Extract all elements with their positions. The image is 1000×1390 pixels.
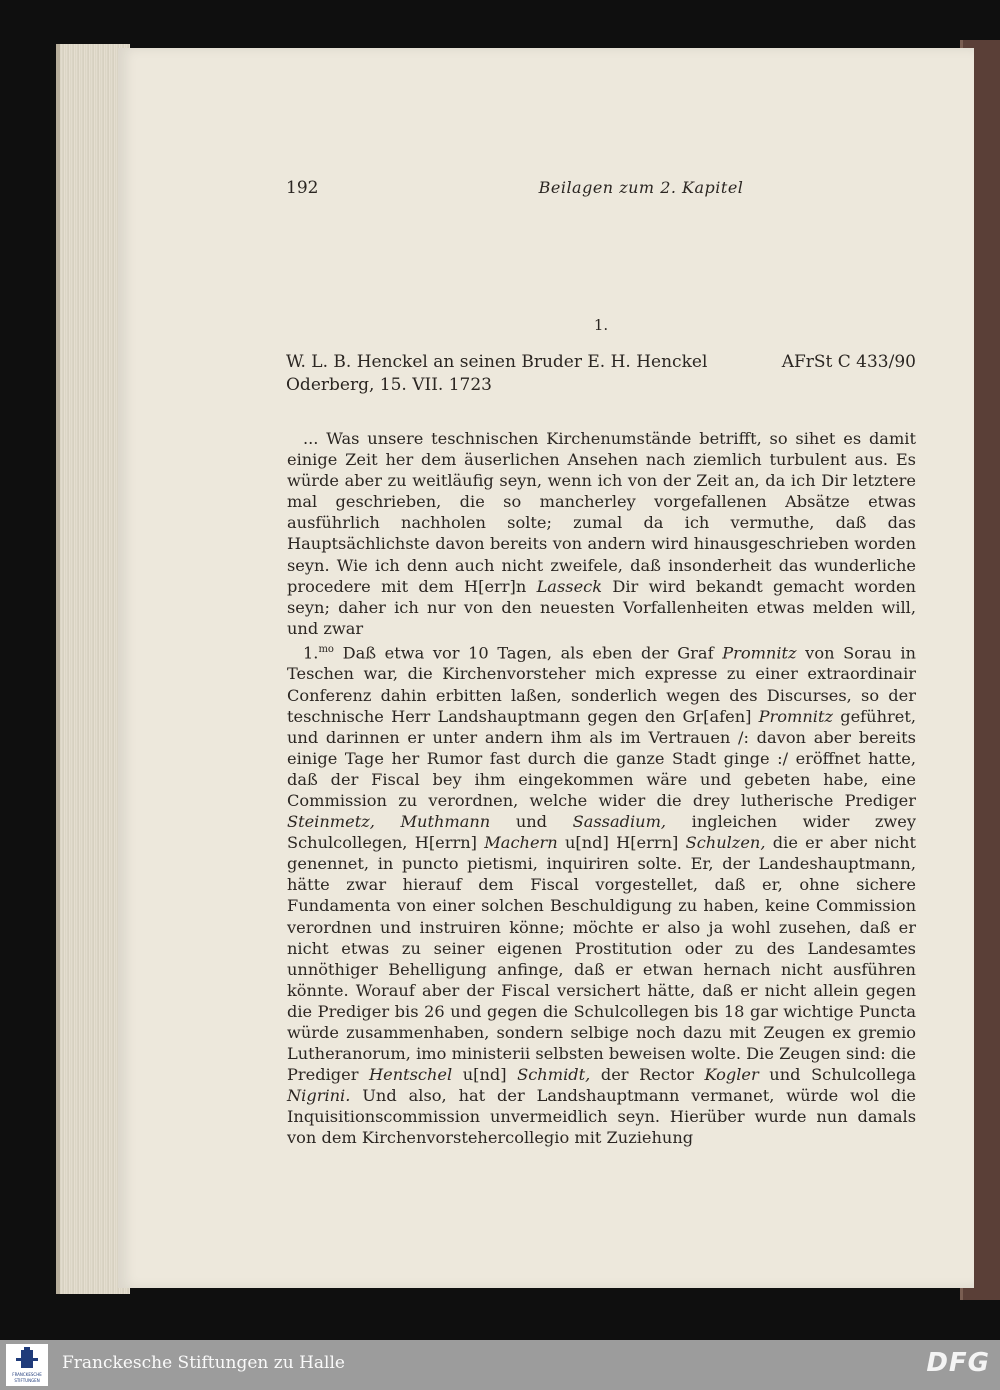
place-date: Oderberg, 15. VII. 1723	[286, 375, 492, 395]
dfg-logo[interactable]: DFG	[926, 1348, 990, 1378]
document-number: 1.	[593, 316, 609, 334]
document-heading	[286, 352, 916, 372]
page-number: 192	[286, 178, 319, 198]
p2-und: und	[490, 812, 573, 832]
p2-text-j: Und also, hat der Landshauptmann vermanet, würde wol die Inquisitionscommission unvermeidlich seyn. Hierüber wurde nun damals von dem Kirchenvorstehercollegio mit Zuziehung	[287, 1086, 916, 1148]
p2-text-i: und Schulcollega	[758, 1065, 917, 1085]
paragraph-1	[287, 428, 916, 639]
letter-body	[287, 428, 916, 1149]
p2-text-e: u[nd] H[errn]	[557, 833, 686, 853]
item-superscript: mo	[318, 643, 334, 655]
name-schmidt: Schmidt,	[517, 1065, 591, 1085]
svg-text:FRANCKESCHE: FRANCKESCHE	[12, 1372, 42, 1377]
svg-text:STIFTUNGEN: STIFTUNGEN	[14, 1378, 40, 1383]
footer-bar	[0, 1340, 1000, 1390]
franckesche-stiftungen-logo[interactable]	[6, 1344, 48, 1386]
running-head	[286, 178, 916, 202]
paragraph-1-text: ... Was unsere teschnischen Kirchenumstände betrifft, so sihet es damit einige Zeit her dem äuserlichen Ansehen nach ziemlich turbulent aus. Es würde aber zu weitläufig seyn, wenn ich von der Zeit an, da ich Dir letztere mal geschrieben, die so mancherley vorgefallenen Absätze etwas ausführlich nachholen solte; zumal da ich vermuthe, daß das Hauptsächlichste davon bereits von andern wird hinausgeschrieben worden seyn. Wie ich denn auch nicht zweifele, daß insonderheit das wunderliche procedere mit dem H[err]n	[287, 429, 916, 596]
paragraph-2	[287, 639, 916, 1149]
item-number: 1.	[303, 643, 319, 663]
p2-text-c: geführet, und darinnen er unter andern ihm als im Vertrauen /: davon aber bereits einige Tage her Rumor fast durch die ganze Stadt ginge :/ eröffnet hatte, daß der Fiscal bey ihm eingekommen wäre und gebeten habe, eine Commission zu verordnen, welche wider die drey lutherische Prediger	[287, 706, 916, 810]
paragraph-1-end: Dir wird bekandt gemacht worden seyn; daher ich nur von den neuesten Vorfallenheiten etwas melden will, und zwar	[287, 576, 916, 638]
name-hentschel: Hentschel	[369, 1065, 453, 1085]
archive-signature: AFrSt C 433/90	[781, 352, 916, 372]
name-machern: Machern	[484, 833, 558, 853]
p2-text-d: ingleichen wider zwey Schulcollegen, H[errn]	[287, 812, 916, 853]
p2-text-a: Daß etwa vor 10 Tagen, als eben der Graf	[333, 643, 723, 663]
p2-text-b: von Sorau in Teschen war, die Kirchenvorsteher mich expresse zu einer extraordinair Conferenz dahin erbitten laßen, sonderlich wegen des Discurses, so der teschnische Herr Landshauptmann gegen den Gr[afen]	[287, 643, 916, 726]
footer-institution[interactable]: Franckesche Stiftungen zu Halle	[62, 1353, 345, 1373]
p2-text-g: u[nd]	[452, 1065, 518, 1085]
name-nigrini: Nigrini.	[287, 1086, 351, 1106]
p2-text-f: die er aber nicht genennet, in puncto pietismi, inquiriren solte. Er, der Landeshauptmann, hätte zwar hierauf dem Fiscal vorgestellet, daß er, ohne sichere Fundamenta von einer solchen Beschuldigung zu haben, keine Commission verordnen und instruiren könne; möchte er also ja wohl zusehen, daß er nicht etwas zu seiner eigenen Prostitution oder zu des Landesamtes unnöthiger Behelligung anfinge, daß er etwan hernach nicht ausführen könnte. Worauf aber der Fiscal versichert hätte, daß er nicht allein gegen die Prediger bis 26 und gegen die Schulcollegen bis 18 gar wichtige Puncta würde zusammenhaben, sondern selbige noch dazu mit Zeugen ex gremio Lutheranorum, imo ministerii selbsten beweisen wolte. Die Zeugen sind: die Prediger	[287, 833, 916, 1085]
name-sassadium: Sassadium,	[572, 812, 667, 832]
name-promnitz: Promnitz	[722, 643, 797, 663]
document-heading-title: W. L. B. Henckel an seinen Bruder E. H. Henckel	[286, 352, 708, 372]
running-head-title: Beilagen zum 2. Kapitel	[538, 178, 744, 197]
name-lasseck: Lasseck	[536, 576, 603, 596]
name-kogler: Kogler	[704, 1065, 759, 1085]
p2-text-h: der Rector	[590, 1065, 705, 1085]
name-promnitz-2: Promnitz	[758, 706, 834, 726]
name-schulzen: Schulzen,	[685, 833, 766, 853]
names-steinmetz-muthmann: Steinmetz, Muthmann	[287, 812, 491, 832]
